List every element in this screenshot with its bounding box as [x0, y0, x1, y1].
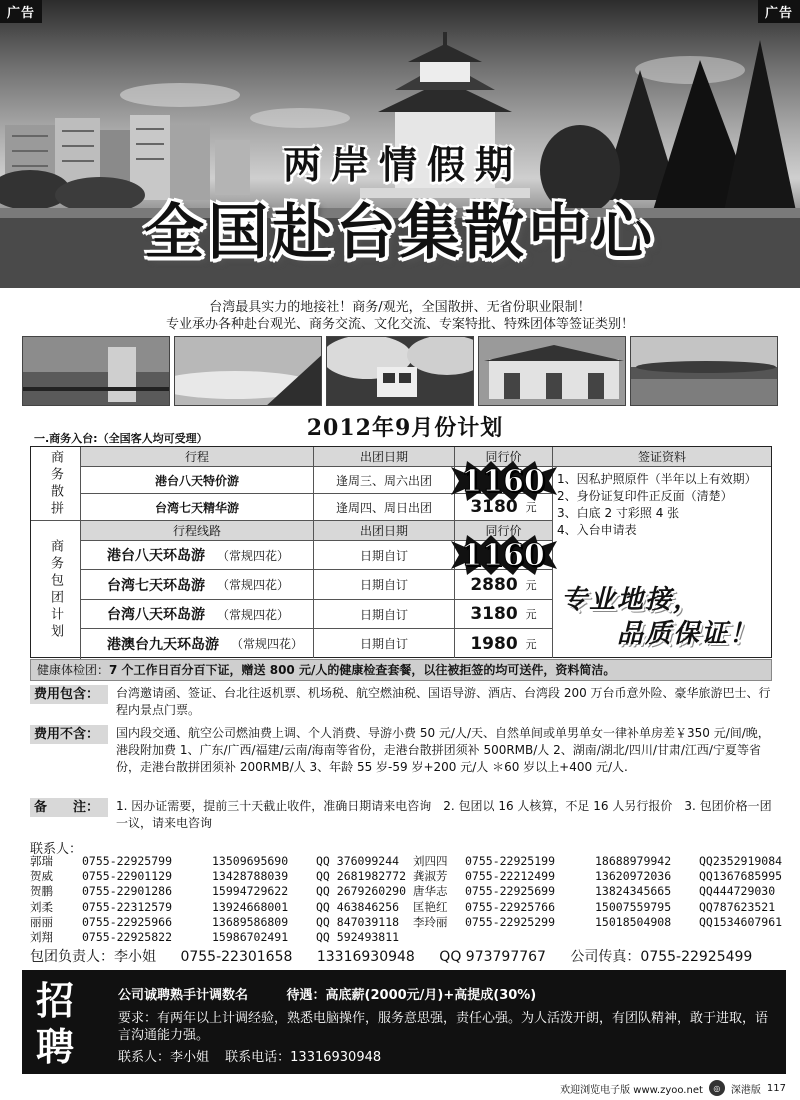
photo-memorial-gate — [478, 336, 626, 406]
fee-exclude-row — [30, 725, 772, 795]
price-burst-1: 1160 — [447, 461, 559, 501]
route-cell: 港澳台九天环岛游 （常规四花） — [81, 629, 314, 658]
contact-row: 李玲丽 0755-22925299 15018504908 QQ1534607961 — [413, 914, 783, 929]
photo-strip — [22, 336, 778, 406]
visa-list — [557, 471, 771, 539]
photo-sea-of-clouds — [174, 336, 322, 406]
price-cell: 2880 元 — [455, 570, 553, 600]
leader-label: 包团负责人：李小姐 — [30, 949, 156, 965]
intro-line-2: 专业承办各种赴台观光、商务交流、文化交流、专案特批、特殊团体等签证类别！ — [165, 317, 634, 332]
hero-title: 全国赴台集散中心 — [144, 198, 656, 268]
header-visa: 签证资料 — [553, 447, 771, 467]
recruit-line-1 — [118, 984, 570, 1003]
recruit-phone: 联系电话：13316930948 — [225, 1050, 382, 1065]
intro-line-1: 台湾最具实力的地接社！商务/观光，全国散拼、无省份职业限制！ — [209, 300, 591, 315]
group-label-1: 商务散拼 — [31, 447, 81, 521]
visa-item: 2、身份证复印件正反面（清楚） — [557, 489, 733, 503]
hero-subtitle: 两岸情假期 — [282, 142, 523, 187]
contacts-right — [413, 854, 800, 930]
contact-row: 丽丽 0755-22925966 13689586809 QQ 847039118 — [30, 914, 400, 929]
contact-row: 刘四四 0755-22925199 18688979942 QQ2352919084 — [413, 854, 783, 868]
page-footer — [560, 1080, 786, 1096]
date-cell: 日期自订 — [314, 541, 455, 570]
fee-include-label: 费用包含： — [30, 685, 108, 704]
date-cell: 日期自订 — [314, 570, 455, 600]
contact-row: 匡艳红 0755-22925766 15007559795 QQ787623521 — [413, 899, 776, 914]
price-cell: 3180 元 — [455, 600, 553, 629]
header-price-2: 同行价 — [455, 521, 553, 541]
contact-row: 刘柔 0755-22312579 13924668001 QQ 463846256 — [30, 899, 400, 914]
footer-text: 欢迎浏览电子版 www.zyoo.net — [560, 1084, 703, 1096]
contact-row: 龚淑芳 0755-22212499 13620972036 QQ1367685995 — [413, 869, 783, 884]
hero-banner — [0, 0, 800, 288]
group-label-2: 商务包团计划 — [31, 521, 81, 659]
fee-exclude-label: 费用不含： — [30, 725, 108, 744]
recruit-contact: 联系人：李小姐 — [118, 1050, 210, 1065]
recruit-requirement: 要求：有两年以上计调经验，熟悉电脑操作，服务意思强，责任心强。为人活泼开朗，有团队精神，敢于进取，语言沟通能力强。 — [118, 1011, 769, 1043]
price-cell: 3180 元 — [455, 494, 553, 521]
visa-item: 4、入台申请表 — [557, 523, 637, 537]
contact-row: 刘翔 0755-22925822 15986702491 QQ 592493811 — [30, 930, 400, 945]
contact-row: 郭瑞 0755-22925799 13509695690 QQ 376099244 — [30, 854, 400, 868]
fee-exclude-text: 国内段交通、航空公司燃油费上调、个人消费、导游小费 50 元/人/天、自然单间或单男单女一律补单房差￥350 元/间/晚，港段附加费 1、广东/广西/福建/云南/海南等省份，走港台散拼团须补 500RMB/人 2、湖南/湖北/四川/甘肃/江西/宁夏等省份，走港台散拼团须补 200RMB/人 3、年龄 55 岁-59 岁+200 元/人 ＊60 岁以上+400 元/人. — [116, 726, 770, 774]
route-cell: 台湾八天环岛游 （常规四花） — [81, 600, 314, 629]
health-label: 健康体检团： — [37, 663, 110, 677]
fee-include-row — [30, 685, 772, 723]
tour-table — [30, 446, 772, 658]
health-check-row — [30, 659, 772, 681]
leader-tel: 0755-22301658 — [180, 949, 293, 965]
remark-text: 1. 因办证需要，提前三十天截止收件，准确日期请来电咨询 2. 包团以 16 人核算，不足 16 人另行报价 3. 包团价格一团一议，请来电咨询 — [116, 799, 772, 830]
recruit-contact-line — [118, 1046, 393, 1065]
recruit-position: 公司诚聘熟手计调数名 — [118, 988, 249, 1003]
footer-page-number: 117 — [766, 1082, 786, 1094]
date-cell: 日期自订 — [314, 600, 455, 629]
date-cell: 逢周四、周日出团 — [314, 494, 455, 521]
route-cell: 港台八天特价游 — [81, 467, 314, 494]
magazine-logo-icon: ◎ — [709, 1080, 725, 1096]
contact-row: 唐华志 0755-22925699 13824345665 QQ444729030 — [413, 884, 776, 899]
photo-sun-moon-lake — [22, 336, 170, 406]
route-cell: 台湾七天精华游 — [81, 494, 314, 521]
contact-title: 联系人： — [30, 842, 83, 857]
route-cell: 港台八天环岛游 （常规四花） — [81, 541, 314, 570]
group-leader-line — [30, 946, 772, 966]
route-cell: 台湾七天环岛游 （常规四花） — [81, 570, 314, 600]
leader-qq: QQ 973797767 — [439, 949, 546, 965]
remark-label: 备 注： — [30, 798, 108, 817]
contact-row: 贺威 0755-22901129 13428788039 QQ 2681982772 — [30, 869, 407, 884]
plan-title: 2012年9月份计划 — [306, 415, 504, 441]
section-title: 一.商务入台:（全国客人均可受理） — [34, 432, 208, 445]
fee-include-text: 台湾邀请函、签证、台北往返机票、机场税、航空燃油税、国语导游、酒店、台湾段 200 万台币意外险、豪华旅游巴士、行程内景点门票。 — [116, 686, 771, 717]
contact-row: 贺鹏 0755-22901286 15994729622 QQ 2679260290 — [30, 884, 407, 899]
header-route-2: 行程线路 — [81, 521, 314, 541]
header-date: 出团日期 — [314, 447, 455, 467]
leader-mobile: 13316930948 — [316, 949, 415, 965]
ad-tag-left: 广告 — [0, 0, 42, 23]
date-cell: 逢周三、周六出团 — [314, 467, 455, 494]
price-cell: 1980 元 — [455, 629, 553, 658]
ad-tag-right: 广告 — [758, 0, 800, 23]
price-burst-2: 1160 — [447, 535, 559, 575]
slogan-line-1: 专业地接， — [561, 585, 702, 615]
recruit-box — [22, 970, 786, 1074]
visa-item: 1、因私护照原件（半年以上有效期） — [557, 472, 757, 486]
photo-alishan-train — [326, 336, 474, 406]
leader-fax: 公司传真：0755-22925499 — [570, 949, 753, 965]
contacts-left — [30, 854, 418, 945]
photo-lake-view — [630, 336, 778, 406]
header-price: 同行价 — [455, 447, 553, 467]
health-text: 7 个工作日百分百下证，赠送 800 元/人的健康检查套餐，以往被拒签的均可送件，资料简洁。 — [109, 663, 616, 677]
visa-item: 3、白底 2 寸彩照 4 张 — [557, 506, 680, 520]
header-date-2: 出团日期 — [314, 521, 455, 541]
recruit-heading: 招聘 — [36, 978, 75, 1069]
remark-row — [30, 798, 772, 836]
header-route: 行程 — [81, 447, 314, 467]
slogan-line-2: 品质保证！ — [617, 619, 758, 649]
recruit-pay: 待遇：高底薪(2000元/月)+高提成(30%) — [286, 988, 537, 1003]
footer-edition: 深港版 — [730, 1084, 761, 1096]
date-cell: 日期自订 — [314, 629, 455, 658]
